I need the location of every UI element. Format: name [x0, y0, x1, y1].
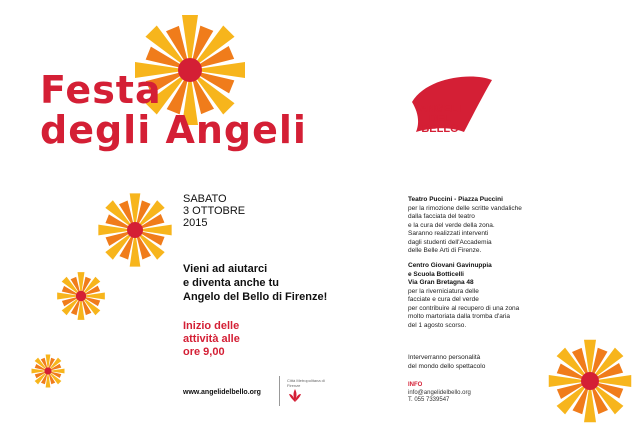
info-block: [408, 382, 471, 405]
start-line-2: attività alle: [183, 333, 240, 345]
location-2-line: per la riverniciatura delle: [408, 287, 479, 295]
flower-icon: [30, 353, 66, 389]
location-2-line: molto martoriata dalla tromba d'aria: [408, 313, 511, 320]
event-date: [183, 193, 245, 229]
invite-line-1: Vieni ad aiutarci: [183, 263, 268, 275]
invite-line-2: e diventa anche tu: [183, 277, 279, 289]
location-1-line: delle Belle Arti di Firenze.: [408, 247, 482, 254]
closing-text: [408, 354, 485, 371]
event-day: SABATO: [183, 193, 227, 205]
location-1-line: dalla facciata del teatro: [408, 213, 475, 220]
logo-line-3: BELLO: [421, 123, 459, 135]
title-line-2: degli Angeli: [40, 108, 307, 152]
partner-logo: [287, 378, 337, 405]
flower-icon: [545, 336, 635, 426]
location-1: [408, 196, 522, 256]
flower-icon: [55, 270, 107, 322]
location-1-line: Saranno realizzati interventi: [408, 230, 489, 237]
closing-line-1: Interverranno personalità: [408, 354, 481, 361]
flower-icon: [95, 190, 175, 270]
logo-line-1: ANGELI: [419, 103, 461, 115]
location-2: [408, 262, 519, 330]
location-2-line: facciate e cura del verde: [408, 296, 479, 303]
location-1-line: e la cura del verde della zona.: [408, 221, 495, 229]
event-date-text: 3 OTTOBRE: [183, 205, 246, 217]
location-2-line: del 1 agosto scorso.: [408, 321, 467, 329]
divider: [279, 376, 280, 406]
start-time: [183, 320, 240, 359]
location-1-line: dagli studenti dell'Accademia: [408, 238, 492, 246]
info-phone: T. 055 7339547: [408, 397, 450, 403]
start-line-1: Inizio delle: [183, 320, 240, 332]
closing-line-2: del mondo dello spettacolo: [408, 362, 486, 370]
location-2-address: Via Gran Bretagna 48: [408, 279, 474, 286]
logo-line-2: DEL: [429, 113, 451, 125]
location-1-heading: Teatro Puccini - Piazza Puccini: [408, 196, 503, 203]
invite-text: [183, 262, 327, 304]
location-2-heading: Centro Giovani Gavinuppia: [408, 262, 492, 269]
location-2-heading: e Scuola Botticelli: [408, 270, 464, 278]
angeli-del-bello-logo: [402, 72, 494, 154]
event-year: 2015: [183, 217, 208, 229]
partner-text: Città Metropolitana di Firenze: [287, 378, 325, 388]
title-line-1: Festa: [40, 68, 162, 112]
location-2-line: per contribuire al recupero di una zona: [408, 304, 520, 312]
info-label: INFO: [408, 382, 423, 388]
location-1-line: per la rimozione delle scritte vandaliche: [408, 204, 522, 212]
lily-icon: [287, 388, 303, 404]
page-title: [40, 70, 307, 150]
invite-line-3: Angelo del Bello di Firenze!: [183, 291, 328, 303]
website-link[interactable]: www.angelidelbello.org: [183, 389, 261, 396]
info-email[interactable]: info@angelidelbello.org: [408, 389, 471, 396]
start-line-3: ore 9,00: [183, 346, 225, 358]
